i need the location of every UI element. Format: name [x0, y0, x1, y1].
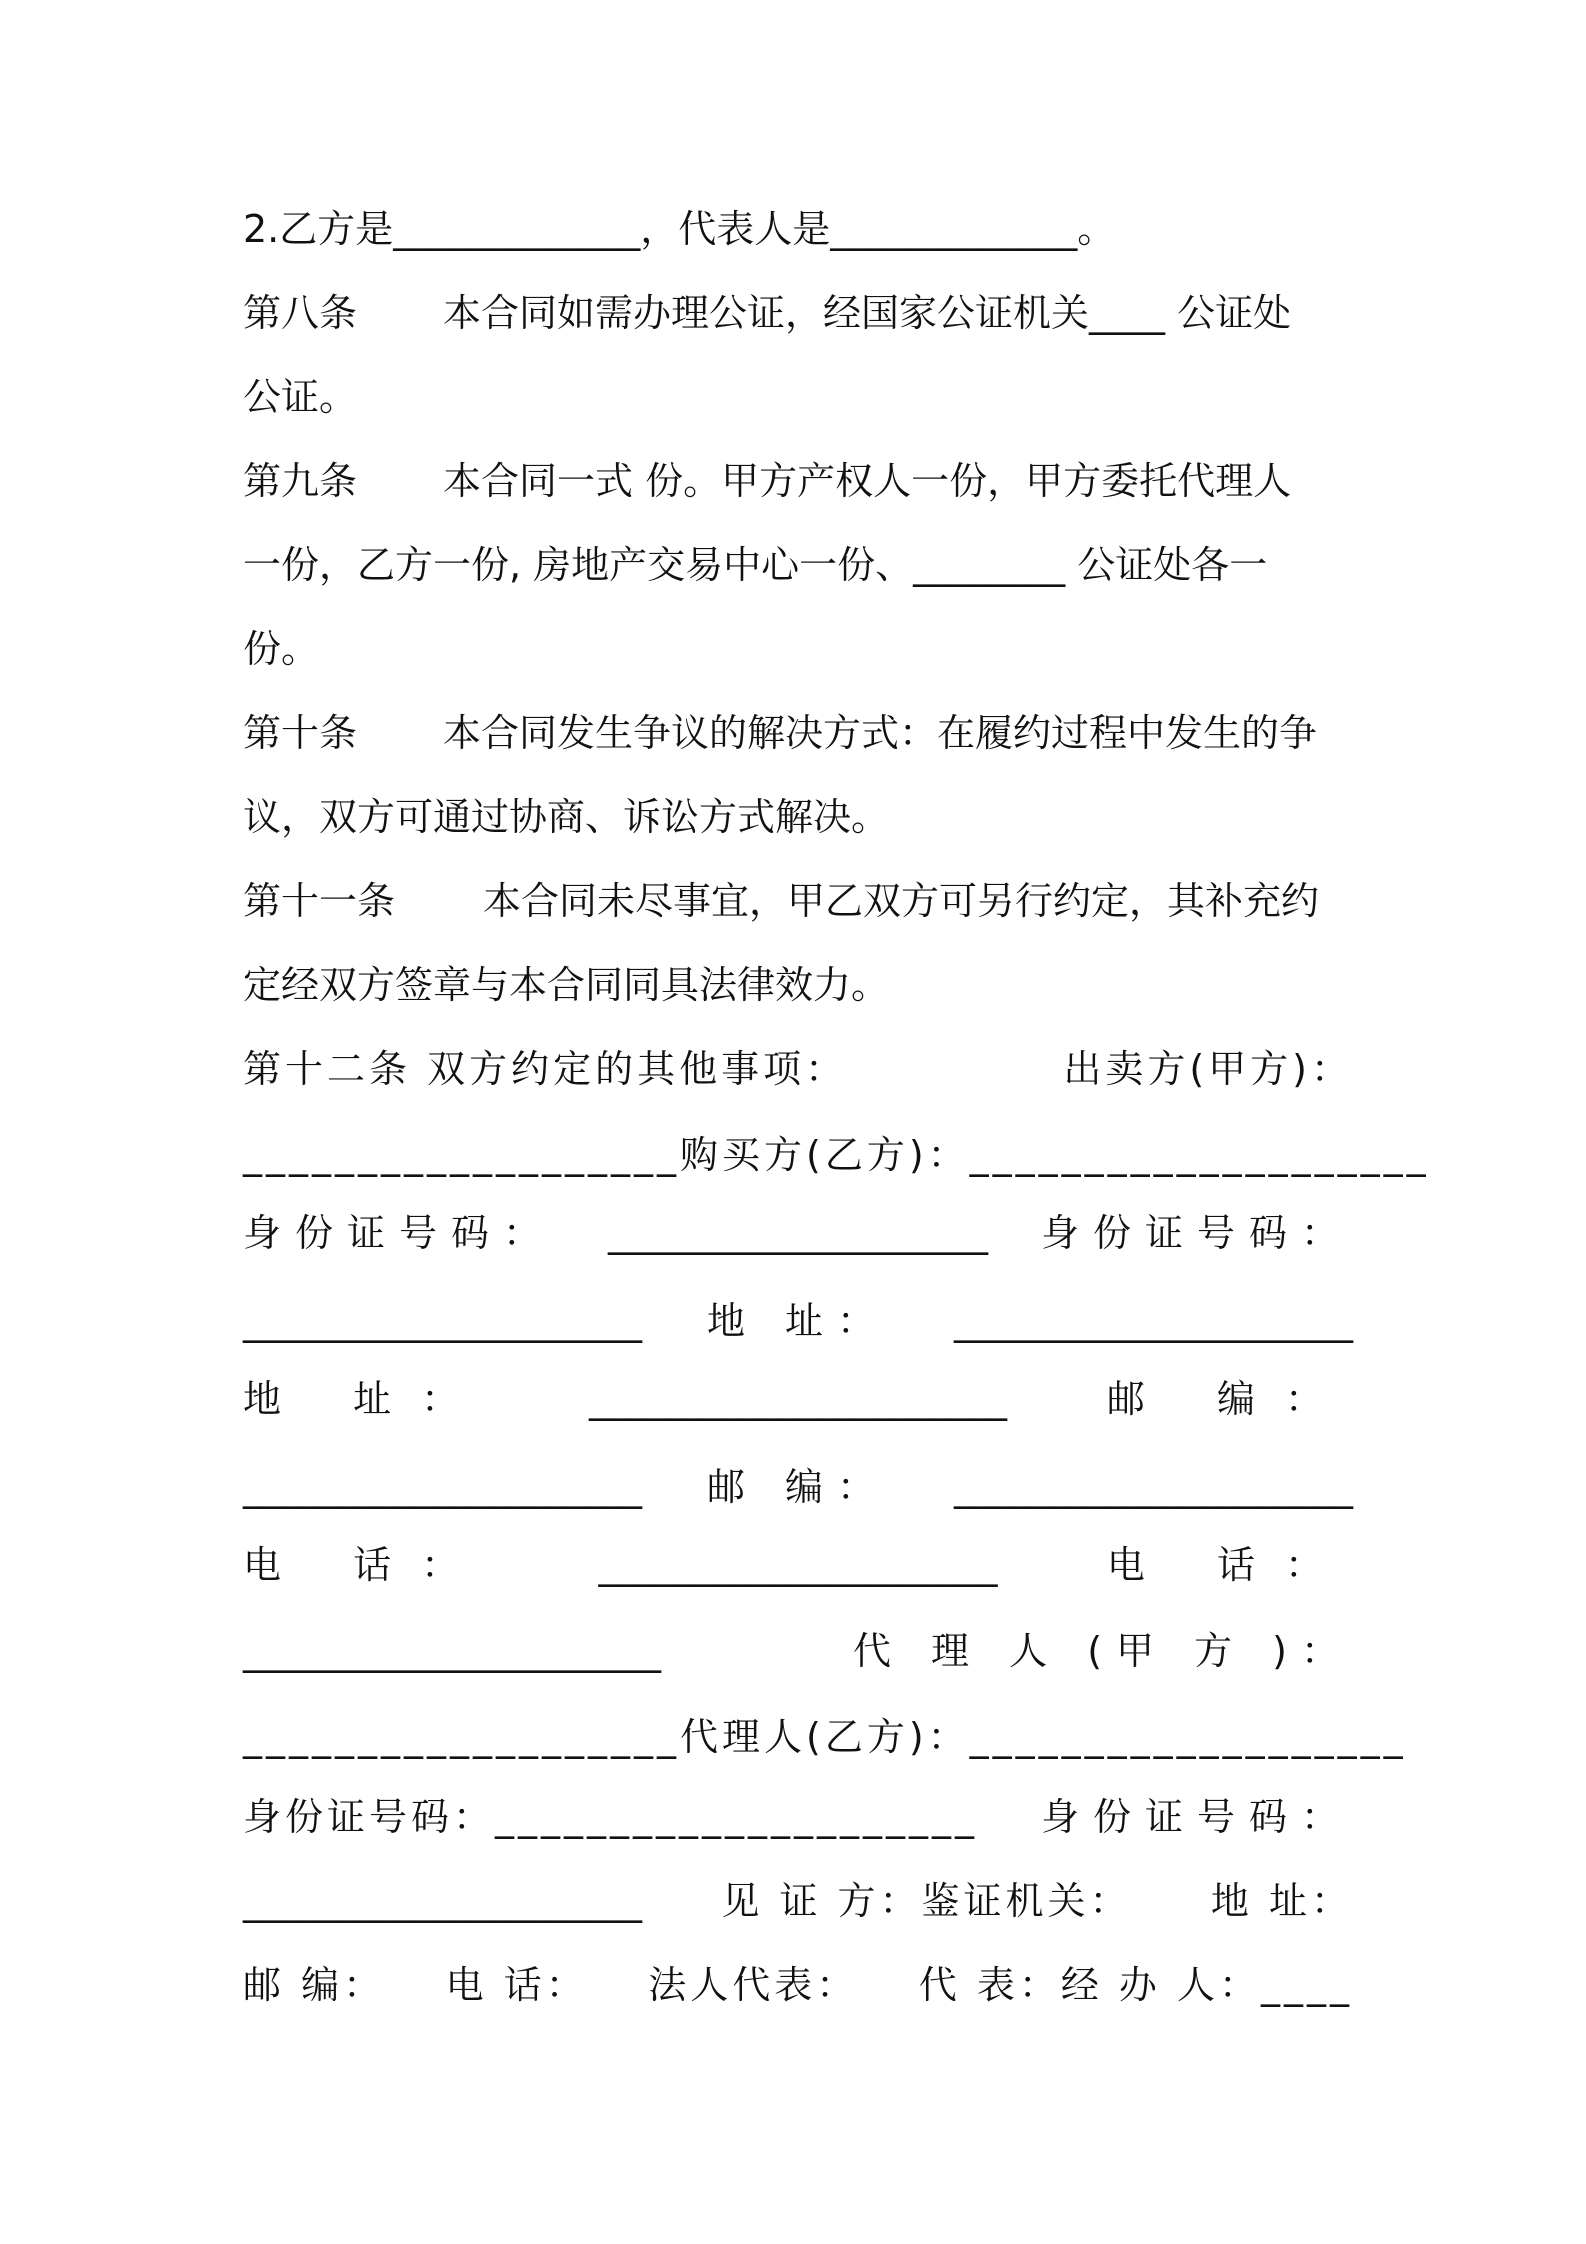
article-9-text-cont-1: 一份，乙方一份, 房地产交易中心一份、________ 公证处各一	[243, 543, 1268, 587]
article-10-text: 本合同发生争议的解决方式：在履约过程中发生的争	[443, 711, 1318, 755]
article-11-line	[243, 870, 1353, 932]
article-12-line	[243, 1038, 1353, 1100]
witness-handler-label: 代 表：经 办 人：____	[918, 1963, 1353, 2007]
witness-postcode-label: 邮 编：	[243, 1963, 386, 2007]
article-10-number: 第十条	[243, 711, 358, 755]
agent-line-2	[243, 1706, 1407, 1768]
article-8-text: 本合同如需办理公证，经国家公证机关____ 公证处	[443, 291, 1292, 335]
article-8-cont	[243, 366, 1353, 428]
seller-phone-blank: _____________________	[598, 1543, 998, 1587]
article-8-line	[243, 282, 1353, 344]
buyer-phone-label: 电 话：	[1106, 1543, 1353, 1587]
buyer-agent-blank: ___________________	[969, 1715, 1407, 1759]
article-10-text-cont: 议，双方可通过协商、诉讼方式解决。	[243, 795, 890, 839]
article-9-text: 本合同一式 份。甲方产权人一份，甲方委托代理人	[443, 459, 1292, 503]
address-line-1	[243, 1290, 1353, 1352]
postcode-line	[243, 1456, 1353, 1518]
seller-agent-label: 代 理 人 (甲 方 )：	[852, 1629, 1353, 1673]
article-9-line	[243, 450, 1353, 512]
address-line-2	[243, 1368, 1353, 1430]
buyer-agent-id-label: 身份证号码：	[1040, 1795, 1353, 1839]
witness-address-label: 地 址：	[1210, 1879, 1353, 1923]
buyer-phone-blank: ______________________	[243, 1629, 661, 1673]
witness-phone-label: 电 话：	[445, 1963, 588, 2007]
article-9-number: 第九条	[243, 459, 358, 503]
witness-label: 见 证 方：鉴证机关：	[721, 1879, 1132, 1923]
id-number-line-1	[243, 1202, 1353, 1264]
article-8-text-cont: 公证。	[243, 375, 358, 419]
article-12-text: 第十二条 双方约定的其他事项：	[243, 1047, 848, 1091]
witness-line	[243, 1870, 1353, 1932]
agent-line-1	[243, 1620, 1353, 1682]
article-11-cont	[243, 954, 1353, 1016]
article-8-number: 第八条	[243, 291, 358, 335]
buyer-address-label: 地 址：	[243, 1377, 490, 1421]
seller-agent-blank: ___________________	[243, 1715, 680, 1759]
buyer-address-blank: ______________________	[589, 1377, 1007, 1421]
seller-blank: ___________________	[243, 1133, 680, 1177]
buyer-postcode-label: 邮 编：	[706, 1465, 890, 1509]
buyer-blank: ____________________	[969, 1133, 1430, 1177]
seller-postcode-label: 邮 编：	[1106, 1377, 1353, 1421]
article-10-line	[243, 702, 1353, 764]
seller-buyer-line	[243, 1124, 1430, 1186]
article-9-text-cont-2: 份。	[243, 627, 320, 671]
party-b-line	[243, 198, 1353, 260]
article-9-cont-1	[243, 534, 1353, 596]
agent-id-line	[243, 1786, 1353, 1848]
buyer-label: 购买方(乙方)：	[680, 1133, 970, 1177]
seller-id-blank: ____________________	[608, 1211, 988, 1255]
seller-phone-label: 电 话：	[243, 1543, 490, 1587]
seller-label: 出卖方(甲方)：	[1063, 1047, 1353, 1091]
buyer-id-label: 身份证号码：	[1040, 1211, 1353, 1255]
buyer-agent-id-blank: _____________________	[243, 1879, 642, 1923]
seller-id-label: 身份证号码：	[243, 1211, 556, 1255]
phone-line	[243, 1534, 1353, 1596]
buyer-postcode-blank: _____________________	[954, 1465, 1353, 1509]
article-11-number: 第十一条	[243, 879, 396, 923]
witness-details-line	[243, 1954, 1353, 2016]
seller-agent-id: 身份证号码：_____________________	[243, 1795, 979, 1839]
article-9-cont-2	[243, 618, 1353, 680]
seller-postcode-blank: _____________________	[243, 1465, 642, 1509]
party-b-text: 2.乙方是_____________，代表人是_____________。	[243, 207, 1116, 251]
buyer-agent-label: 代理人(乙方)：	[680, 1715, 970, 1759]
witness-legal-rep-label: 法人代表：	[648, 1963, 859, 2007]
article-10-cont	[243, 786, 1353, 848]
seller-address-blank: _____________________	[954, 1299, 1353, 1343]
seller-address-label: 地 址：	[706, 1299, 890, 1343]
buyer-id-blank: _____________________	[243, 1299, 642, 1343]
article-11-text-cont: 定经双方签章与本合同同具法律效力。	[243, 963, 890, 1007]
article-11-text: 本合同未尽事宜，甲乙双方可另行约定，其补充约	[483, 879, 1320, 923]
